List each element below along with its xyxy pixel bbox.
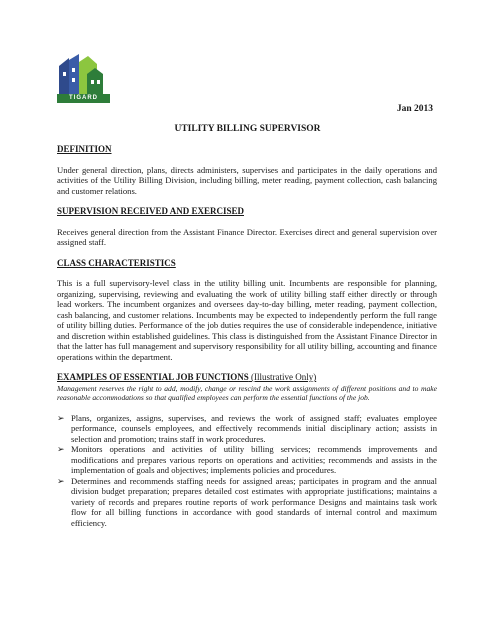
document-date: Jan 2013 <box>396 104 433 114</box>
arrow-bullet-icon: ➢ <box>57 444 65 454</box>
list-item <box>57 476 437 529</box>
document-title: UTILITY BILLING SUPERVISOR <box>174 124 321 134</box>
class-characteristics-heading: CLASS CHARACTERISTICS <box>57 257 176 268</box>
list-item <box>57 413 437 445</box>
list-item-text: Plans, organizes, assigns, supervises, and reviews the work of assigned staff; evaluates employee performance, counsels employees, and effectively recommends initial disciplinary action; assists in selection and promotion; trains staff in work procedures. <box>71 412 437 444</box>
examples-subheading: (Illustrative Only) <box>248 372 317 382</box>
logo-wordmark: TIGARD <box>57 94 110 103</box>
tigard-logo-graphic-icon <box>57 52 110 94</box>
list-item-text: Monitors operations and activities of utility billing services; recommends improvements and modifications and prepares various reports on operations and activities; recommends and assists in the implementation of goals and objectives; implements policies and procedures. <box>71 444 437 475</box>
examples-heading <box>57 372 437 383</box>
supervision-text: Receives general direction from the Assistant Finance Director. Exercises direct and general supervision over assigned staff. <box>57 226 437 247</box>
definition-text: Under general direction, plans, directs administers, supervises and participates in the daily operations and activities of the Utility Billing Division, including billing, meter reading, payment collection, cash balancing and customer relations. <box>57 164 437 196</box>
examples-heading-label: EXAMPLES OF ESSENTIAL JOB FUNCTIONS <box>57 372 249 382</box>
document-body <box>57 144 437 528</box>
class-characteristics-text: This is a full supervisory-level class in the utility billing unit. Incumbents are responsible for planning, organizing, supervising, reviewing and evaluating the work of utility billing staff either directly or through lead workers. The incumbent organizes and oversees day-to-day billing, meter reading, payment collection, cash balancing, and customer relations. Incumbents may be expected to independently perform the full range of utility billing duties. Performance of the job duties requires the use of considerable independence, initiative and discretion within established guidelines. This class is distinguished from the Assistant Finance Director in that the latter has full management and supervisory responsibility for all utility billing, accounting and finance operations within the department. <box>57 278 437 362</box>
list-item-text: Determines and recommends staffing needs for assigned areas; participates in program and the annual division budget preparation; prepares detailed cost estimates with appropriate justifications; maintains a variety of records and prepares routine reports of work performance Designs and maintains task work flow for all billing functions in accordance with good standards of internal control and maximum efficiency. <box>71 475 437 528</box>
arrow-bullet-icon: ➢ <box>57 475 65 486</box>
supervision-heading: SUPERVISION RECEIVED AND EXERCISED <box>57 206 244 216</box>
definition-heading: DEFINITION <box>57 144 112 154</box>
list-item <box>57 444 437 476</box>
examples-note: Management reserves the right to add, modify, change or rescind the work assignments of different positions and to make reasonable accommodations so that qualified employees can perform the essential functions of the job. <box>57 383 437 402</box>
arrow-bullet-icon: ➢ <box>57 412 65 423</box>
tigard-logo <box>57 52 110 103</box>
job-functions-list <box>57 413 437 529</box>
